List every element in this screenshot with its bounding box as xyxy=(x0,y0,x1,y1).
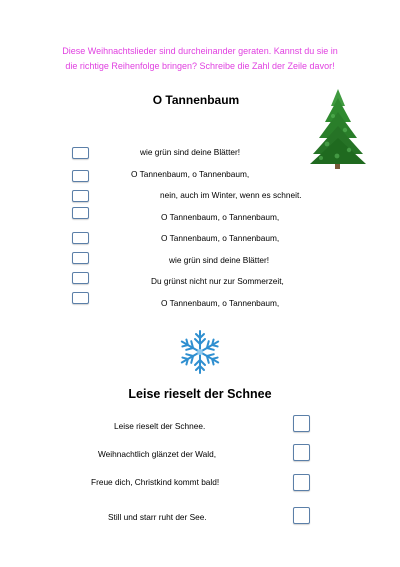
song2-order-box-1[interactable] xyxy=(293,415,310,432)
song1-line-8: O Tannenbaum, o Tannenbaum, xyxy=(161,298,280,308)
song1-order-box-4[interactable] xyxy=(72,207,89,219)
song1-order-box-1[interactable] xyxy=(72,147,89,159)
christmas-tree-icon xyxy=(307,86,369,170)
song1-order-box-8[interactable] xyxy=(72,292,89,304)
song1-line-1: wie grün sind deine Blätter! xyxy=(140,147,241,157)
song1-order-box-7[interactable] xyxy=(72,272,89,284)
instructions xyxy=(20,44,380,74)
song1-line-3: nein, auch im Winter, wenn es schneit. xyxy=(160,190,302,200)
song2-order-box-4[interactable] xyxy=(293,507,310,524)
song1-order-box-5[interactable] xyxy=(72,232,89,244)
song1-line-2: O Tannenbaum, o Tannenbaum, xyxy=(131,169,250,179)
song2-order-box-2[interactable] xyxy=(293,444,310,461)
song1-order-box-2[interactable] xyxy=(72,170,89,182)
song1-line-4: O Tannenbaum, o Tannenbaum, xyxy=(161,212,280,222)
song2-title: Leise rieselt der Schnee xyxy=(128,387,272,401)
snowflake-icon xyxy=(176,328,224,376)
song1-line-5: O Tannenbaum, o Tannenbaum, xyxy=(161,233,280,243)
song2-order-box-3[interactable] xyxy=(293,474,310,491)
song2-line-1: Leise rieselt der Schnee. xyxy=(114,421,206,431)
song2-line-2: Weihnachtlich glänzet der Wald, xyxy=(98,449,217,459)
instructions-line-2: die richtige Reihenfolge bringen? Schreibe die Zahl der Zeile davor! xyxy=(65,61,335,71)
song1-order-box-3[interactable] xyxy=(72,190,89,202)
song2-line-3: Freue dich, Christkind kommt bald! xyxy=(91,477,220,487)
song1-order-box-6[interactable] xyxy=(72,252,89,264)
song1-line-7: Du grünst nicht nur zur Sommerzeit, xyxy=(151,276,284,286)
song1-title: O Tannenbaum xyxy=(152,93,240,107)
song1-line-6: wie grün sind deine Blätter! xyxy=(169,255,270,265)
song2-line-4: Still und starr ruht der See. xyxy=(108,512,207,522)
instructions-line-1: Diese Weihnachtslieder sind durcheinander geraten. Kannst du sie in xyxy=(62,46,338,56)
